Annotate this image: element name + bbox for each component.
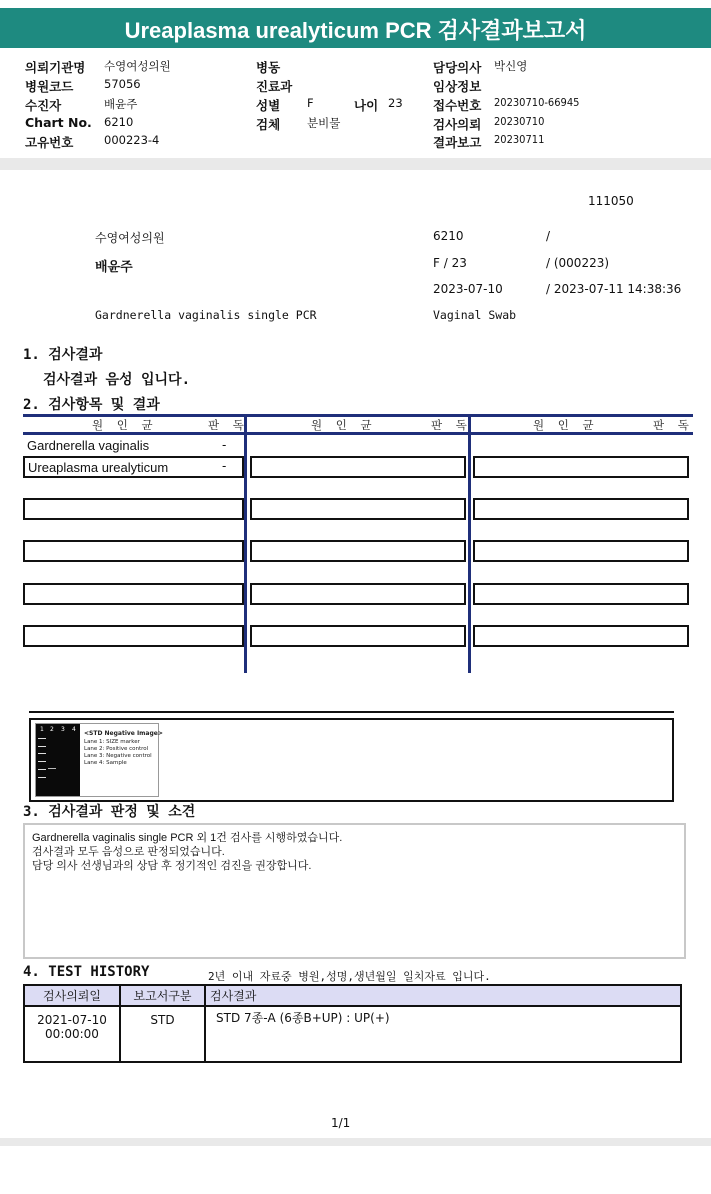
info-chart: 6210 <box>433 229 464 243</box>
result-cell <box>23 456 244 478</box>
result-cell <box>250 583 466 605</box>
lane-number: 3 <box>61 726 65 733</box>
header-label-age: 나이 <box>354 98 379 113</box>
gel-band <box>38 777 46 778</box>
gel-legend-line: Lane 4: Sample <box>84 760 127 766</box>
header-value-doctor: 박신영 <box>494 59 528 73</box>
gel-band <box>38 746 46 747</box>
col3-judgement-header: 판 독 <box>653 418 694 432</box>
result-cell <box>23 625 244 647</box>
history-time: 00:00:00 <box>45 1027 99 1041</box>
history-type: STD <box>120 1006 205 1062</box>
result-row-1-judgement: - <box>222 437 227 452</box>
gel-band <box>38 761 46 762</box>
report-title: Ureaplasma urealyticum PCR 검사결과보고서 <box>124 18 587 43</box>
result-cell <box>473 498 689 520</box>
lane-number: 2 <box>50 726 54 733</box>
section4-title: 4. TEST HISTORY <box>23 964 150 980</box>
header-value-requester: 수영여성의원 <box>104 59 171 73</box>
header-value-specimen: 분비물 <box>307 116 341 130</box>
header-value-receipt-no: 20230710-66945 <box>494 96 580 109</box>
results-column-divider-1 <box>244 414 247 673</box>
info-patient: 배윤주 <box>95 260 133 275</box>
result-cell <box>23 498 244 520</box>
info-report-datetime: / 2023-07-11 14:38:36 <box>546 282 682 296</box>
results-column-divider-2 <box>468 414 471 673</box>
history-header-type: 보고서구분 <box>120 985 205 1006</box>
result-cell <box>473 540 689 562</box>
top-separator <box>0 158 711 170</box>
table-row <box>24 1006 681 1062</box>
lane-number: 1 <box>40 726 44 733</box>
result-cell <box>473 625 689 647</box>
result-cell <box>23 583 244 605</box>
result-cell <box>250 625 466 647</box>
header-label-clinical-info: 임상정보 <box>433 79 482 94</box>
header-label-ward: 병동 <box>256 60 281 75</box>
gel-legend-line: Lane 3: Negative control <box>84 753 152 759</box>
gel-legend-line: Lane 2: Positive control <box>84 746 149 752</box>
history-date: 2021-07-10 <box>37 1013 107 1027</box>
header-label-unique-no: 고유번호 <box>25 135 74 150</box>
info-receive-date: 2023-07-10 <box>433 282 503 296</box>
section1-result: 검사결과 음성 입니다. <box>43 372 191 388</box>
col2-pathogen-header: 원 인 균 <box>311 418 377 432</box>
history-header-result: 검사결과 <box>205 985 681 1006</box>
header-label-doctor: 담당의사 <box>433 60 482 75</box>
header-label-requester: 의뢰기관명 <box>25 60 86 75</box>
result-cell <box>473 456 689 478</box>
header-label-specimen: 검체 <box>256 117 281 132</box>
history-result: STD 7종-A (6종B+UP) : UP(+) <box>205 1006 681 1062</box>
result-cell <box>250 498 466 520</box>
gel-electrophoresis-image <box>35 723 163 797</box>
header-label-request-date: 검사의뢰 <box>433 117 482 132</box>
opinion-line-1: Gardnerella vaginalis single PCR 외 1건 검사를 시행하였습니다. <box>32 832 343 844</box>
result-cell <box>473 583 689 605</box>
col3-pathogen-header: 원 인 균 <box>533 418 599 432</box>
header-label-report-date: 결과보고 <box>433 135 482 150</box>
header-label-sex: 성별 <box>256 98 281 113</box>
opinion-line-3: 담당 의사 선생님과의 상담 후 정기적인 검진을 권장합니다. <box>32 860 312 872</box>
header-value-chart-no: 6210 <box>104 115 134 129</box>
result-cell <box>23 540 244 562</box>
info-clinic: 수영여성의원 <box>95 231 165 245</box>
result-cell <box>250 456 466 478</box>
header-value-age: 23 <box>388 96 403 110</box>
gel-band <box>38 753 46 754</box>
section4-note: 2년 이내 자료중 병원,성명,생년월일 일치자료 입니다. <box>208 970 491 983</box>
header-label-receipt-no: 접수번호 <box>433 98 482 113</box>
col1-pathogen-header: 원 인 균 <box>92 418 158 432</box>
col1-judgement-header: 판 독 <box>208 418 249 432</box>
info-code: 111050 <box>588 194 634 208</box>
header-label-department: 진료과 <box>256 79 293 94</box>
section1-title: 1. 검사결과 <box>23 347 103 363</box>
header-value-report-date: 20230711 <box>494 133 545 146</box>
header-value-sex: F <box>307 96 314 110</box>
gel-legend-title: <STD Negative Image> <box>84 730 163 737</box>
header-label-patient: 수진자 <box>25 98 62 113</box>
result-cell <box>250 540 466 562</box>
title-bar <box>0 8 711 48</box>
info-specimen: Vaginal Swab <box>433 308 517 322</box>
gel-band <box>48 768 56 769</box>
info-slash: / <box>546 229 551 243</box>
gel-top-line <box>29 711 674 713</box>
gel-legend <box>84 730 163 767</box>
result-row-2-name: Ureaplasma urealyticum <box>28 460 169 475</box>
info-sex-age: F / 23 <box>433 256 467 270</box>
test-history-table <box>23 984 682 1063</box>
section3-title: 3. 검사결과 판정 및 소견 <box>23 804 196 820</box>
gel-band <box>38 738 46 739</box>
info-unique: / (000223) <box>546 256 610 270</box>
info-test-name: Gardnerella vaginalis single PCR <box>95 308 317 322</box>
gel-legend-line: Lane 1: SIZE marker <box>84 739 140 745</box>
header-label-chart-no: Chart No. <box>25 115 92 130</box>
result-row-2-judgement: - <box>222 458 227 473</box>
result-row-1-name: Gardnerella vaginalis <box>27 438 150 453</box>
history-cell-date <box>24 1006 120 1062</box>
gel-lanes <box>36 724 80 796</box>
header-value-unique-no: 000223-4 <box>104 133 160 147</box>
section2-title: 2. 검사항목 및 결과 <box>23 397 160 413</box>
gel-band <box>38 769 46 770</box>
history-header-date: 검사의뢰일 <box>24 985 120 1006</box>
header-value-request-date: 20230710 <box>494 115 545 128</box>
page-number: 1/1 <box>331 1116 351 1130</box>
header-label-hospital-code: 병원코드 <box>25 79 74 94</box>
lane-number: 4 <box>72 726 76 733</box>
col2-judgement-header: 판 독 <box>431 418 472 432</box>
bottom-separator <box>0 1138 711 1146</box>
opinion-line-2: 검사결과 모두 음성으로 판정되었습니다. <box>32 846 225 858</box>
header-value-hospital-code: 57056 <box>104 77 141 91</box>
header-value-patient: 배윤주 <box>104 97 138 111</box>
